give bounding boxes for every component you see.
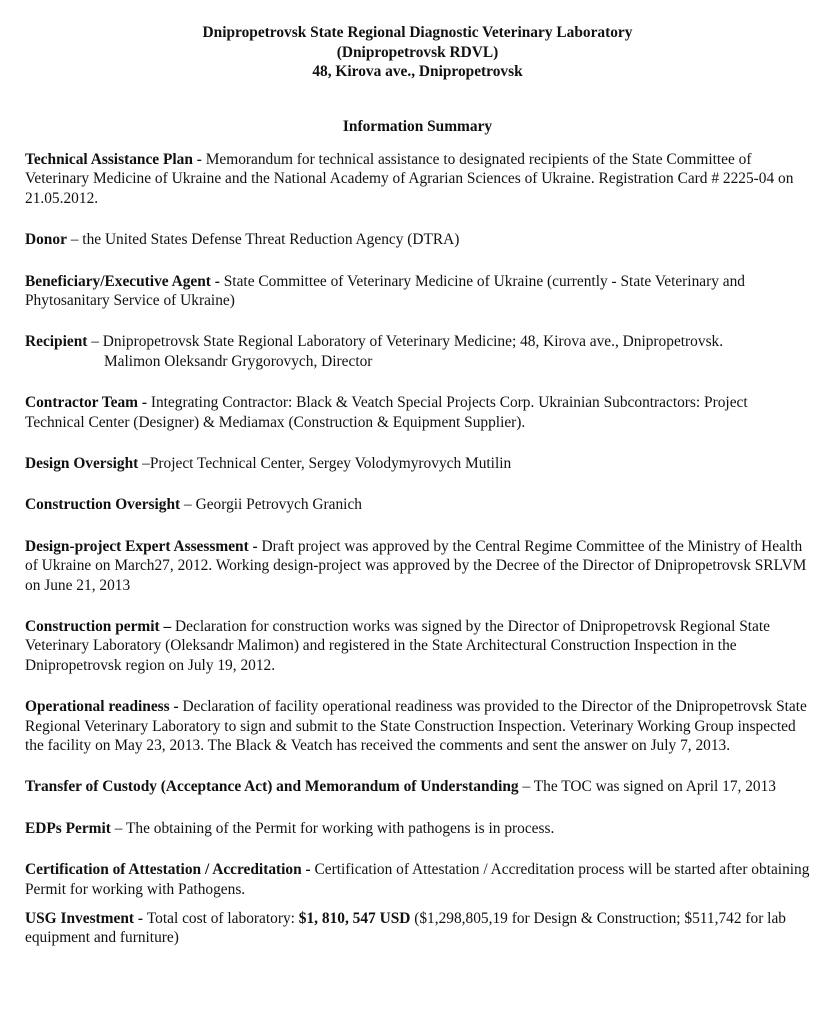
section-edps-permit — [25, 819, 810, 838]
section-construction-oversight — [25, 495, 810, 514]
section-text: Total cost of laboratory: — [146, 910, 299, 928]
section-text: Certification of Attestation / Accreditation process will be started after obtaining Permit for working with Pathogens. — [25, 861, 810, 898]
section-recipient — [25, 332, 810, 371]
section-usg-investment — [25, 909, 810, 948]
section-contractor-team — [25, 393, 810, 432]
section-label: Recipient — [25, 333, 88, 351]
section-label: Beneficiary/Executive Agent - — [25, 272, 224, 290]
section-text: – Dnipropetrovsk State Regional Laboratory of Veterinary Medicine; 48, Kirova ave., Dnipropetrovsk. — [87, 333, 724, 351]
section-text-breakdown: ($1,298,805,19 for Design & Construction; $511,742 for lab equipment and furniture) — [25, 910, 786, 947]
section-technical-assistance-plan — [25, 150, 810, 208]
section-text: – the United States Defense Threat Reduction Agency (DTRA) — [66, 231, 460, 249]
header-address: 48, Kirova ave., Dnipropetrovsk — [312, 63, 523, 80]
header-lab-abbrev: (Dnipropetrovsk RDVL) — [336, 43, 499, 61]
section-label: Donor — [25, 231, 67, 249]
section-text: – The TOC was signed on April 17, 2013 — [518, 778, 776, 796]
section-text: Memorandum for technical assistance to designated recipients of the State Committee of Veterinary Medicine of Ukraine and the National Academy of Agrarian Sciences of Ukraine. Registration Card # 2225-04 on 21.05.2012. — [25, 150, 794, 207]
total-cost-amount: $1, 810, 547 USD — [298, 910, 411, 928]
section-label: Transfer of Custody (Acceptance Act) and Memorandum of Understanding — [25, 778, 519, 796]
section-transfer-of-custody — [25, 777, 810, 796]
section-certification — [25, 860, 810, 899]
section-construction-permit — [25, 617, 810, 675]
section-text: – The obtaining of the Permit for working with pathogens is in process. — [110, 819, 555, 837]
section-text: State Committee of Veterinary Medicine of Ukraine (currently - State Veterinary and Phytosanitary Service of Ukraine) — [25, 272, 746, 309]
summary-title: Information Summary — [342, 117, 493, 135]
section-label: USG Investment - — [25, 910, 147, 928]
section-text-director: Malimon Oleksandr Grygorovych, Director — [104, 352, 373, 370]
section-label: Design-project Expert Assessment - — [25, 537, 262, 555]
section-label: EDPs Permit — [25, 819, 111, 837]
section-text: Integrating Contractor: Black & Veatch Special Projects Corp. Ukrainian Subcontractors: Project Technical Center (Designer) & Mediamax (Construction & Equipment Supplier). — [25, 394, 748, 431]
section-label: Construction permit – — [25, 618, 176, 635]
section-label: Contractor Team - — [25, 394, 151, 412]
section-label: Design Oversight — [25, 454, 143, 472]
document-header — [25, 23, 810, 82]
section-label: Operational readiness - — [25, 698, 183, 716]
section-label: Construction Oversight — [25, 496, 181, 514]
section-design-oversight — [25, 454, 810, 473]
section-label: Certification of Attestation / Accreditation - — [25, 861, 315, 879]
section-text: Declaration for construction works was signed by the Director of Dnipropetrovsk Regional State Veterinary Laboratory (Oleksandr Malimon) and registered in the State Architectural Construction Inspection in the Dnipropetrovsk region on July 19, 2012. — [25, 618, 770, 674]
section-beneficiary — [25, 272, 810, 311]
section-donor — [25, 230, 810, 249]
header-lab-name: Dnipropetrovsk State Regional Diagnostic Veterinary Laboratory — [202, 24, 633, 41]
section-text: – Georgii Petrovych Granich — [180, 496, 362, 514]
section-label: Technical Assistance Plan - — [25, 150, 206, 168]
section-expert-assessment — [25, 537, 810, 595]
section-text: Draft project was approved by the Central Regime Committee of the Ministry of Health of Ukraine on March27, 2012. Working design-project was approved by the Decree of the Director of Dnipropetrovsk SRLVM on June 21, 2013 — [25, 537, 807, 594]
document — [25, 23, 810, 948]
section-operational-readiness — [25, 697, 810, 755]
section-text: –Project Technical Center, Sergey Volodymyrovych Mutilin — [142, 454, 512, 472]
section-text: Declaration of facility operational readiness was provided to the Director of the Dnipropetrovsk State Regional Veterinary Laboratory to sign and submit to the State Construction Inspection. Veterinary Working Group inspected the facility on May 23, 2013. The Black & Veatch has received the comments and sent the answer on July 7, 2013. — [25, 698, 807, 755]
